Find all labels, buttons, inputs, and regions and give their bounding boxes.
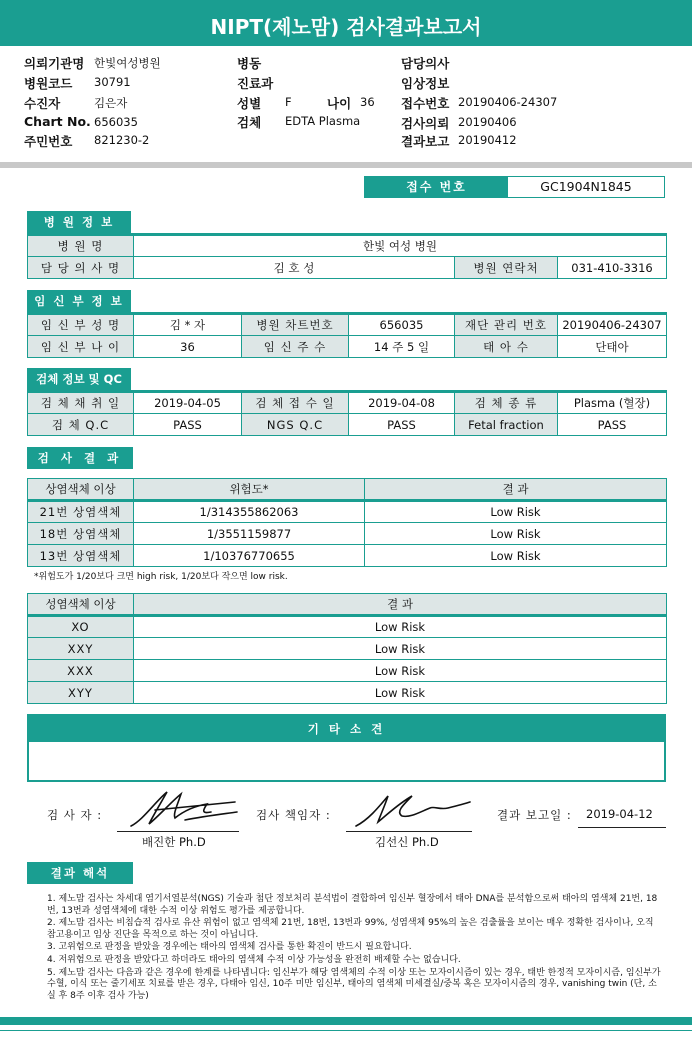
ngs-qc-label: NGS Q.C <box>242 414 349 436</box>
hospital-name-value: 한빛 여성 병원 <box>134 235 667 257</box>
chief-name: 김선신 Ph.D <box>375 835 439 849</box>
report-label: 결과보고 <box>401 134 450 149</box>
table-row <box>28 616 667 638</box>
chart-label: Chart No. <box>24 114 91 129</box>
hospital-info-table <box>27 233 667 279</box>
chief-label: 검사 책임자 : <box>256 808 331 822</box>
autosome-name: 13번 상염색체 <box>28 545 134 567</box>
fetal-fraction-label: Fetal fraction <box>455 414 558 436</box>
autosome-name: 21번 상염색체 <box>28 501 134 523</box>
receive-date-label: 검 체 접 수 일 <box>242 392 349 414</box>
receipt-no-label: 접수번호 <box>401 96 450 111</box>
collect-date-value: 2019-04-05 <box>134 392 242 414</box>
chief-signature-line <box>346 831 472 832</box>
request-label: 검사의뢰 <box>401 116 450 131</box>
specimen-label: 검체 <box>237 115 262 130</box>
sex-chromosome-result: Low Risk <box>134 638 667 660</box>
hospital-contact-value: 031-410-3316 <box>558 257 667 279</box>
table-row <box>28 545 667 567</box>
tester-name: 배진한 Ph.D <box>142 835 206 849</box>
sex-chromosome-result: Low Risk <box>134 682 667 704</box>
table-row <box>28 660 667 682</box>
risk-col-header: 위험도* <box>134 479 365 501</box>
list-item: 3. 고위험으로 판정을 받았을 경우에는 태아의 염색체 검사를 통한 확진이 반드시 필요합니다. <box>47 942 412 953</box>
sex-chromosome-result: Low Risk <box>134 660 667 682</box>
autosome-result: Low Risk <box>365 501 667 523</box>
results-tab: 검 사 결 과 <box>27 447 133 469</box>
pregnancy-info-table <box>27 312 667 358</box>
ngs-qc-value: PASS <box>349 414 455 436</box>
chief-signature <box>348 786 473 832</box>
other-findings-title: 기 타 소 견 <box>29 716 664 742</box>
tester-label: 검 사 자 : <box>47 808 103 822</box>
interpretation-list <box>36 894 662 1002</box>
result-col-header: 결 과 <box>365 479 667 501</box>
report-date-line <box>578 827 666 828</box>
header-divider <box>0 162 692 168</box>
gestation-weeks-value: 14 주 5 일 <box>349 336 455 358</box>
autosome-risk: 1/3551159877 <box>134 523 365 545</box>
specimen-info-table <box>27 390 667 436</box>
resident-label: 주민번호 <box>24 134 73 149</box>
autosome-col-header: 상염색체 이상 <box>28 479 134 501</box>
table-row <box>28 501 667 523</box>
doctor-name-label: 담 당 의 사 명 <box>28 257 134 279</box>
risk-footnote: *위험도가 1/20보다 크면 high risk, 1/20보다 작으면 low risk. <box>34 572 288 582</box>
doctor-name-value: 김 호 성 <box>134 257 455 279</box>
institution-value: 한빛여성병원 <box>94 56 161 70</box>
receipt-no-value: 20190406-24307 <box>458 95 558 109</box>
report-date-label: 결과 보고일 : <box>497 808 572 822</box>
code-value: 30791 <box>94 75 131 89</box>
list-item: 1. 제노맘 검사는 차세대 염기서열분석(NGS) 기술과 첨단 정보처리 분석법이 결합하여 임신부 혈장에서 태아 DNA를 분석함으로써 태아의 염색체 21번, 18번, 13번과 성염색체에 대한 수적 이상 위험도 평가를 제공합니다. <box>47 894 658 916</box>
pregnant-age-value: 36 <box>134 336 242 358</box>
sex-chromosome-name: XXX <box>28 660 134 682</box>
sex-chromosome-name: XO <box>28 616 134 638</box>
hospital-info-tab: 병 원 정 보 <box>27 211 131 233</box>
sex-result-col-header: 결 과 <box>134 594 667 616</box>
receipt-number-box <box>364 176 665 198</box>
hospital-contact-label: 병원 연락처 <box>455 257 558 279</box>
institution-label: 의뢰기관명 <box>24 56 85 71</box>
footer-bar <box>0 1017 692 1025</box>
autosome-result: Low Risk <box>365 545 667 567</box>
sex-label: 성별 <box>237 96 262 111</box>
gestation-weeks-label: 임 신 주 수 <box>242 336 349 358</box>
sex-chromosome-result: Low Risk <box>134 616 667 638</box>
report-value: 20190412 <box>458 133 517 147</box>
tester-signature <box>115 784 240 834</box>
tester-signature-line <box>117 831 239 832</box>
hospital-name-label: 병 원 명 <box>28 235 134 257</box>
fetus-count-value: 단태아 <box>558 336 667 358</box>
pregnant-age-label: 임 신 부 나 이 <box>28 336 134 358</box>
autosome-name: 18번 상염색체 <box>28 523 134 545</box>
receive-date-value: 2019-04-08 <box>349 392 455 414</box>
sex-chromosome-col-header: 성염색체 이상 <box>28 594 134 616</box>
table-row <box>28 682 667 704</box>
sex-chromosome-table <box>27 593 667 704</box>
hospital-chart-value: 656035 <box>349 314 455 336</box>
sex-value: F <box>285 95 292 109</box>
pregnant-name-label: 임 신 부 성 명 <box>28 314 134 336</box>
specimen-info-tab: 검체 정보 및 QC <box>27 368 131 390</box>
resident-value: 821230-2 <box>94 133 150 147</box>
specimen-type-label: 검 체 종 류 <box>455 392 558 414</box>
collector-value: 김은자 <box>94 96 128 110</box>
list-item: 2. 제노맘 검사는 비침습적 검사로 유산 위험이 없고 염색체 21번, 18번, 13번과 99%, 성염색체 95%의 높은 검출률을 보이는 매우 정확한 검사이나, 오직 참고용이고 임상 진단을 목적으로 하는 것이 아닙니다. <box>47 918 654 940</box>
clinical-label: 임상정보 <box>401 76 450 91</box>
report-title: NIPT(제노맘) 검사결과보고서 <box>0 0 692 46</box>
table-row <box>28 638 667 660</box>
age-value: 36 <box>360 95 375 109</box>
collector-label: 수진자 <box>24 96 61 111</box>
autosome-risk: 1/314355862063 <box>134 501 365 523</box>
table-row <box>28 523 667 545</box>
ward-label: 병동 <box>237 56 262 71</box>
foundation-number-value: 20190406-24307 <box>558 314 667 336</box>
specimen-value: EDTA Plasma <box>285 114 361 128</box>
specimen-type-value: Plasma (혈장) <box>558 392 667 414</box>
interpretation-tab: 결과 해석 <box>27 862 133 884</box>
pregnancy-info-tab: 임 신 부 정 보 <box>27 290 131 312</box>
collect-date-label: 검 체 채 취 일 <box>28 392 134 414</box>
footer-line <box>0 1030 692 1031</box>
hospital-chart-label: 병원 차트번호 <box>242 314 349 336</box>
receipt-number-value: GC1904N1845 <box>540 179 632 194</box>
fetal-fraction-value: PASS <box>558 414 667 436</box>
specimen-qc-label: 검 체 Q.C <box>28 414 134 436</box>
sex-chromosome-name: XYY <box>28 682 134 704</box>
request-value: 20190406 <box>458 115 517 129</box>
doctor-label: 담당의사 <box>401 56 450 71</box>
pregnant-name-value: 김 * 자 <box>134 314 242 336</box>
fetus-count-label: 태 아 수 <box>455 336 558 358</box>
list-item: 4. 저위험으로 판정을 받았다고 하더라도 태아의 염색체 수적 이상 가능성을 완전히 배제할 수는 없습니다. <box>47 954 461 965</box>
list-item: 5. 제노맘 검사는 다음과 같은 경우에 한계를 나타냅니다: 임신부가 해당 염색체의 수적 이상 또는 모자이시즘이 있는 경우, 태반 한정적 모자이시즘, 임신부가 수혈, 이식 또는 줄기세포 치료를 받은 경우, 다태아 임신, 10주 미만 임신부, 태아의 염색체 미세결실/중복 혹은 모자이시즘의 경우, vanishing twin (단, 소실 후 8주 이후 검사 가능) <box>47 967 661 1001</box>
code-label: 병원코드 <box>24 76 73 91</box>
header-info <box>0 50 692 162</box>
other-findings-box <box>27 714 666 782</box>
specimen-qc-value: PASS <box>134 414 242 436</box>
autosome-results-table <box>27 478 667 567</box>
chart-value: 656035 <box>94 115 138 129</box>
sex-chromosome-name: XXY <box>28 638 134 660</box>
age-label: 나이 <box>327 96 352 111</box>
dept-label: 진료과 <box>237 76 274 91</box>
autosome-result: Low Risk <box>365 523 667 545</box>
autosome-risk: 1/10376770655 <box>134 545 365 567</box>
foundation-number-label: 재단 관리 번호 <box>455 314 558 336</box>
receipt-number-label: 접수 번호 <box>365 177 508 197</box>
report-date-value: 2019-04-12 <box>586 807 653 821</box>
